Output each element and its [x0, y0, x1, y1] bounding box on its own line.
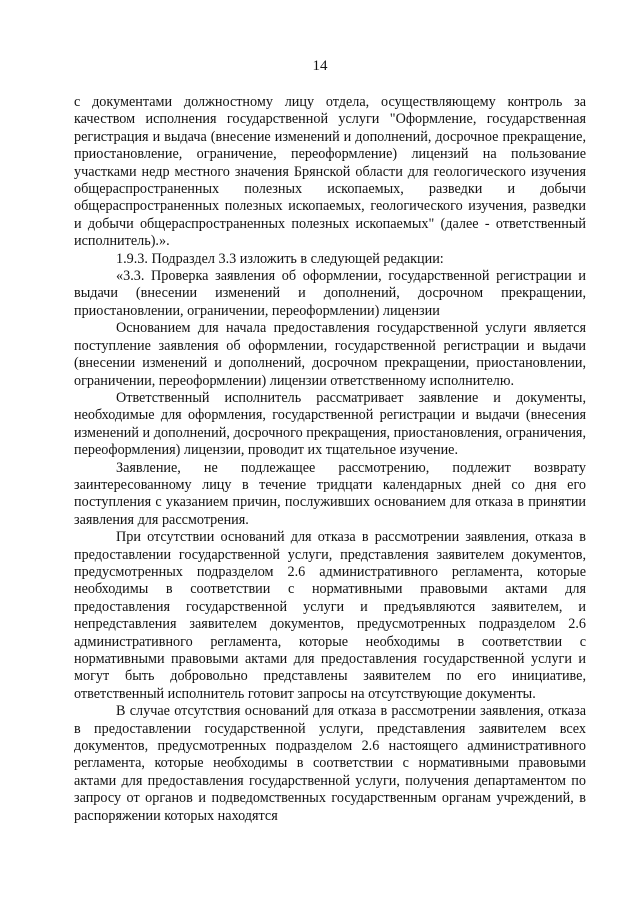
- paragraph: При отсутствии оснований для отказа в рассмотрении заявления, отказа в предоставлении государственной услуги, представления заявителем документов, предусмотренных подразделом 2.6 административного регламента, которые необходимы в соответствии с нормативными правовыми актами для предоставления государственной услуги и предъявляются заявителем, и непредставления заявителем документов, предусмотренных подразделом 2.6 административного регламента, которые необходимы в соответствии с нормативными правовыми актами для предоставления государственной услуги и могут быть добровольно представлены заявителем по его инициативе, ответственный исполнитель готовит запросы на отсутствующие документы.: [74, 529, 586, 702]
- page-number: 14: [312, 58, 328, 74]
- document-body: [74, 94, 586, 825]
- paragraph: В случае отсутствия оснований для отказа в рассмотрении заявления, отказа в предоставлении государственной услуги, представления заявителем всех документов, предусмотренных подразделом 2.6 настоящего административного регламента, которые необходимы в соответствии с нормативными правовыми актами для предоставления государственной услуги, получения департаментом по запросу от органов и подведомственных государственным органам учреждений, в распоряжении которых находятся: [74, 703, 586, 824]
- paragraph: Основанием для начала предоставления государственной услуги является поступление заявления об оформлении, государственной регистрации и выдачи (внесении изменений и дополнений, досрочном прекращении, приостановлении, ограничении, переоформлении) лицензии ответственному исполнителю.: [74, 320, 586, 389]
- paragraph: «3.3. Проверка заявления об оформлении, государственной регистрации и выдачи (внесении изменений и дополнений, досрочном прекращении, приостановлении, ограничении, переоформлении) лицензии: [74, 268, 586, 319]
- paragraph: Ответственный исполнитель рассматривает заявление и документы, необходимые для оформления, государственной регистрации и выдачи (внесения изменений и дополнений, досрочного прекращения, приостановления, ограничения, переоформления) лицензии, проводит их тщательное изучение.: [74, 389, 586, 459]
- paragraph: с документами должностному лицу отдела, осуществляющему контроль за качеством исполнения государственной услуги "Оформление, государственная регистрация и выдача (внесение изменений и дополнений, досрочное прекращение, приостановление, ограничение, переоформление) лицензий на пользование участками недр местного значения Брянской области для геологического изучения общераспространенных полезных ископаемых, разведки и добычи общераспространенных полезных ископаемых, геологического изучения, разведки и добычи общераспространенных полезных ископаемых" (далее - ответственный исполнитель).».: [74, 94, 586, 250]
- paragraph: 1.9.3. Подраздел 3.3 изложить в следующей редакции:: [116, 250, 444, 267]
- paragraph: Заявление, не подлежащее рассмотрению, подлежит возврату заинтересованному лицу в течение тридцати календарных дней со дня его поступления с указанием причин, послуживших основанием для отказа в принятии заявления для рассмотрения.: [74, 459, 586, 528]
